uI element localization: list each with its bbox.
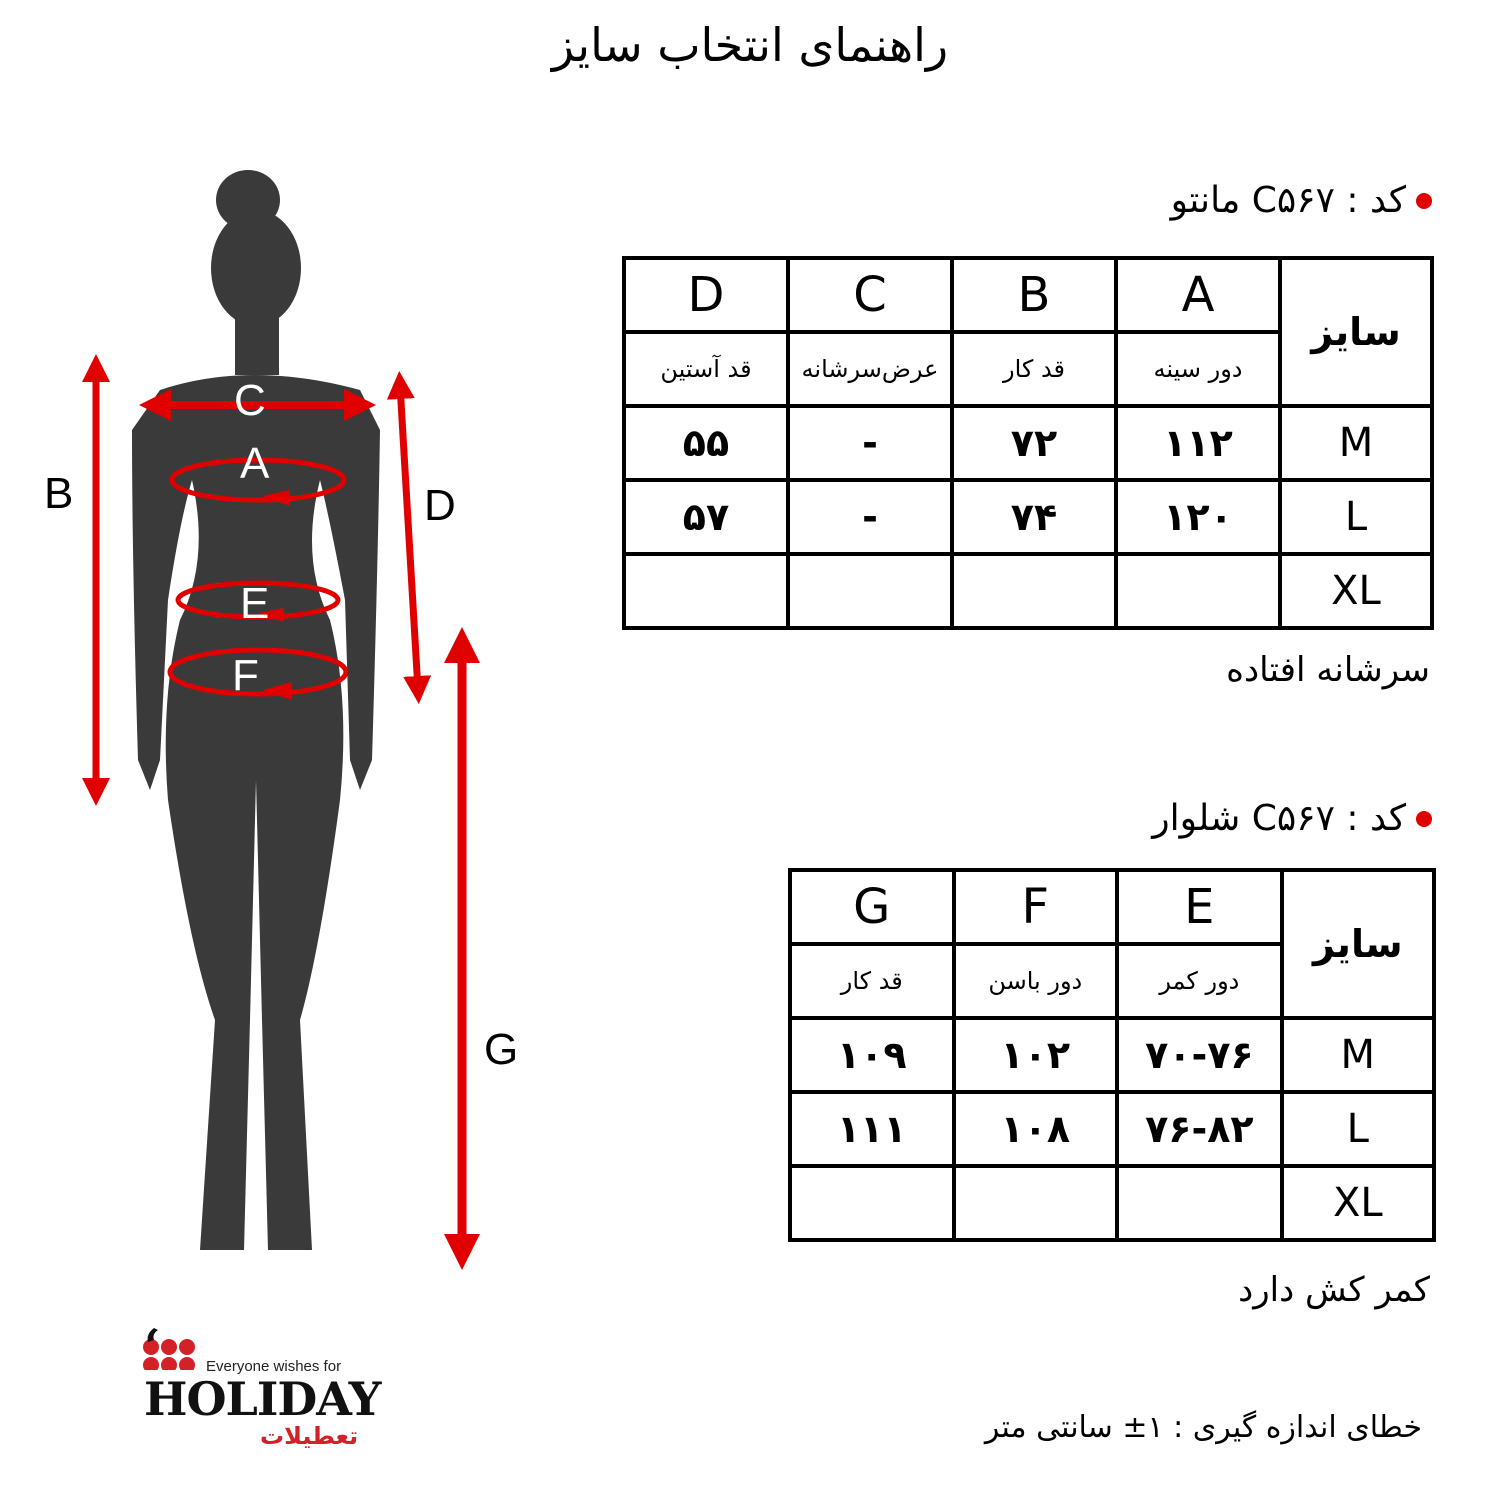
- value-cell: ۷۶-۸۲: [1117, 1092, 1282, 1166]
- coat-code-label: کد : C۵۶۷ مانتو: [1170, 180, 1406, 221]
- col-letter: A: [1116, 258, 1280, 332]
- pants-note: کمر کش دارد: [1238, 1270, 1430, 1310]
- value-cell: ۱۲۰: [1116, 480, 1280, 554]
- value-cell: [788, 554, 952, 628]
- size-cell: L: [1280, 480, 1432, 554]
- female-silhouette: [132, 170, 380, 1250]
- value-cell: [1117, 1166, 1282, 1240]
- size-cell: M: [1282, 1018, 1434, 1092]
- value-cell: ۱۱۲: [1116, 406, 1280, 480]
- col-label: دور سینه: [1116, 332, 1280, 406]
- col-label: قد آستین: [624, 332, 788, 406]
- label-b: B: [44, 469, 74, 518]
- value-cell: [1116, 554, 1280, 628]
- value-cell: [952, 554, 1116, 628]
- col-letter: G: [790, 870, 954, 944]
- table-row: [624, 554, 1432, 628]
- measurement-error-note: خطای اندازه گیری : ۱± سانتی متر: [984, 1410, 1422, 1445]
- table-row: [790, 1166, 1434, 1240]
- size-cell: XL: [1280, 554, 1432, 628]
- value-cell: -: [788, 406, 952, 480]
- label-e: E: [240, 579, 270, 628]
- value-cell: ۷۰-۷۶: [1117, 1018, 1282, 1092]
- label-d: D: [424, 481, 456, 530]
- page-title: راهنمای انتخاب سایز: [551, 18, 949, 72]
- measure-d-arrow: [400, 385, 418, 690]
- size-cell: M: [1280, 406, 1432, 480]
- col-letter: F: [954, 870, 1118, 944]
- logo-wordmark: HOLIDAY: [144, 1372, 381, 1426]
- label-a: A: [240, 439, 270, 488]
- pants-size-table: [788, 868, 1436, 1242]
- value-cell: -: [788, 480, 952, 554]
- value-cell: [790, 1166, 954, 1240]
- value-cell: ۱۰۹: [790, 1018, 954, 1092]
- col-label: عرض‌سرشانه: [788, 332, 952, 406]
- value-cell: ۱۱۱: [790, 1092, 954, 1166]
- table-row: [790, 1018, 1434, 1092]
- value-cell: [624, 554, 788, 628]
- label-g: G: [484, 1025, 519, 1074]
- table-row: [790, 1092, 1434, 1166]
- value-cell: ۷۴: [952, 480, 1116, 554]
- col-letter: B: [952, 258, 1116, 332]
- col-letter: E: [1117, 870, 1282, 944]
- coat-note: سرشانه افتاده: [1226, 650, 1430, 690]
- pants-code-line: [1152, 798, 1432, 839]
- logo-persian: تعطیلات: [260, 1422, 359, 1450]
- bullet-icon: [1416, 811, 1432, 827]
- holiday-logo: [140, 1322, 380, 1462]
- value-cell: ۱۰۲: [954, 1018, 1118, 1092]
- table-row: [624, 406, 1432, 480]
- size-cell: L: [1282, 1092, 1434, 1166]
- value-cell: [954, 1166, 1118, 1240]
- size-cell: XL: [1282, 1166, 1434, 1240]
- coat-size-table: [622, 256, 1434, 630]
- col-label: قد کار: [952, 332, 1116, 406]
- table-row: [624, 480, 1432, 554]
- col-label: دور کمر: [1117, 944, 1282, 1018]
- value-cell: ۷۲: [952, 406, 1116, 480]
- body-measurement-figure: [0, 150, 600, 1280]
- value-cell: ۵۷: [624, 480, 788, 554]
- pants-code-label: کد : C۵۶۷ شلوار: [1152, 798, 1406, 839]
- size-header: سایز: [1282, 870, 1434, 1018]
- col-letter: D: [624, 258, 788, 332]
- col-label: دور باسن: [954, 944, 1118, 1018]
- label-c: C: [234, 376, 266, 425]
- logo-tagline: Everyone wishes for: [206, 1358, 342, 1375]
- col-letter: C: [788, 258, 952, 332]
- col-label: قد کار: [790, 944, 954, 1018]
- value-cell: ۱۰۸: [954, 1092, 1118, 1166]
- bullet-icon: [1416, 193, 1432, 209]
- size-header: سایز: [1280, 258, 1432, 406]
- value-cell: ۵۵: [624, 406, 788, 480]
- label-f: F: [232, 651, 259, 700]
- coat-code-line: [1171, 180, 1432, 221]
- logo-dots-icon: [140, 1322, 204, 1370]
